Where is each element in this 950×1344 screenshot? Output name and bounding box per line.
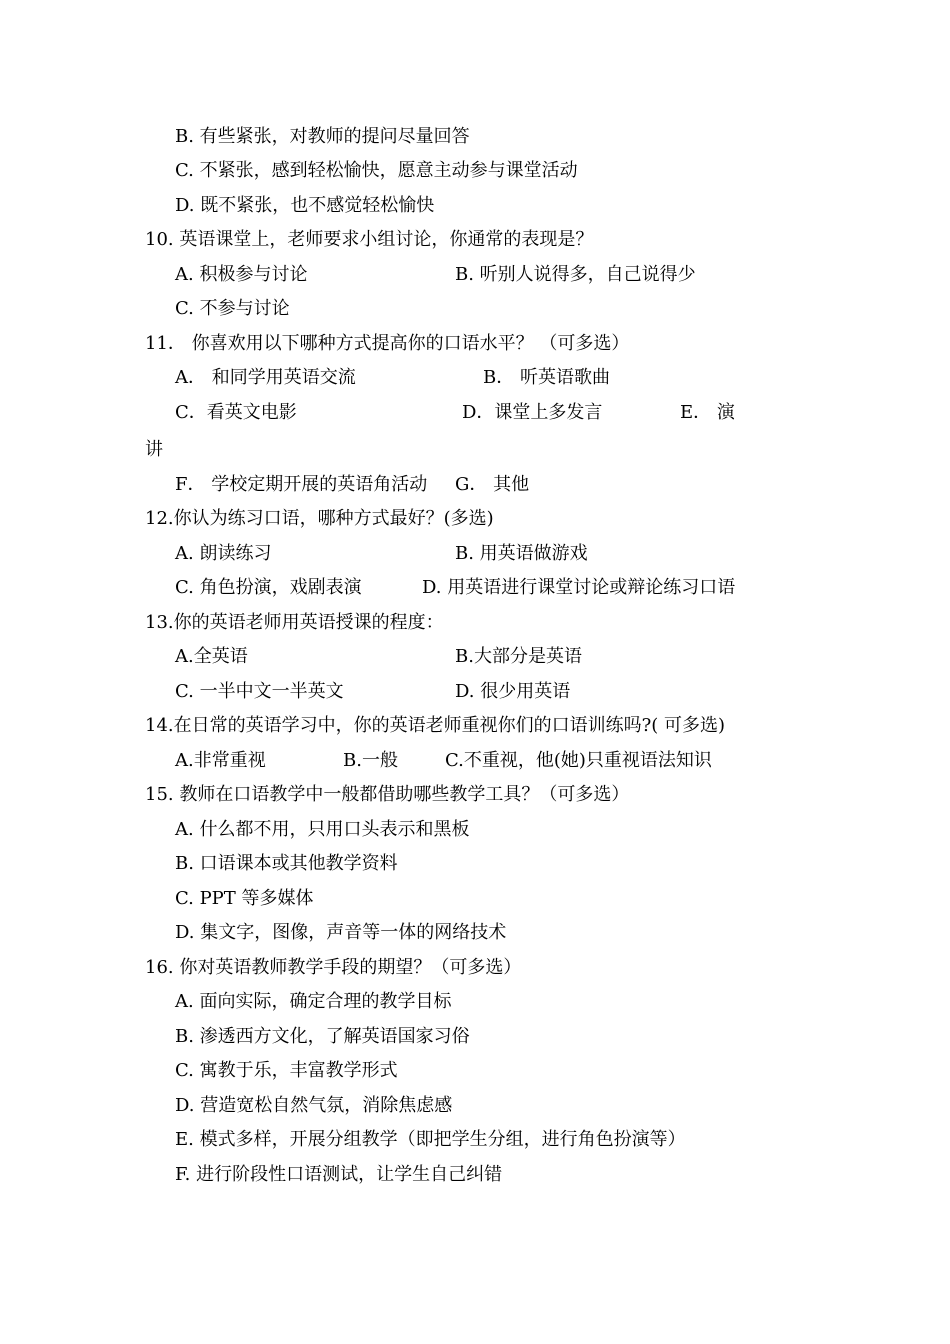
option-11g: G． 其他 bbox=[455, 474, 530, 495]
option-13a: A.全英语 bbox=[175, 646, 248, 667]
option-13d: D. 很少用英语 bbox=[455, 681, 571, 702]
option-16a: A. 面向实际，确定合理的教学目标 bbox=[175, 991, 452, 1012]
option-11a: A． 和同学用英语交流 bbox=[175, 367, 356, 388]
question-15: 15. 教师在口语教学中一般都借助哪些教学工具？（可多选） bbox=[145, 784, 630, 805]
option-12a: A. 朗读练习 bbox=[175, 543, 272, 564]
option-11d: D．课堂上多发言 bbox=[462, 402, 603, 423]
option-13b: B.大部分是英语 bbox=[455, 646, 582, 667]
option-12b: B. 用英语做游戏 bbox=[455, 543, 588, 564]
option-15b: B. 口语课本或其他教学资料 bbox=[175, 853, 398, 874]
question-11: 11． 你喜欢用以下哪种方式提高你的口语水平？ （可多选） bbox=[145, 333, 630, 354]
option-11e-wrap: 讲 bbox=[145, 439, 163, 460]
option-10b: B. 听别人说得多，自己说得少 bbox=[455, 264, 696, 285]
option-9d: D. 既不紧张，也不感觉轻松愉快 bbox=[175, 195, 435, 216]
option-15c: C. PPT 等多媒体 bbox=[175, 888, 314, 909]
option-14c: C.不重视，他(她)只重视语法知识 bbox=[445, 750, 712, 771]
option-9c: C. 不紧张，感到轻松愉快，愿意主动参与课堂活动 bbox=[175, 160, 578, 181]
question-13: 13.你的英语老师用英语授课的程度： bbox=[145, 612, 444, 633]
option-11c: C．看英文电影 bbox=[175, 402, 297, 423]
option-13c: C. 一半中文一半英文 bbox=[175, 681, 344, 702]
option-14b: B.一般 bbox=[343, 750, 398, 771]
option-16c: C. 寓教于乐，丰富教学形式 bbox=[175, 1060, 398, 1081]
option-11b: B． 听英语歌曲 bbox=[483, 367, 610, 388]
option-16e: E. 模式多样，开展分组教学（即把学生分组，进行角色扮演等） bbox=[175, 1129, 686, 1150]
option-10a: A. 积极参与讨论 bbox=[175, 264, 308, 285]
option-15a: A. 什么都不用，只用口头表示和黑板 bbox=[175, 819, 470, 840]
option-15d: D. 集文字，图像，声音等一体的网络技术 bbox=[175, 922, 507, 943]
option-12c: C. 角色扮演，戏剧表演 bbox=[175, 577, 362, 598]
question-14: 14.在日常的英语学习中，你的英语老师重视你们的口语训练吗?( 可多选) bbox=[145, 715, 726, 736]
option-16d: D. 营造宽松自然气氛，消除焦虑感 bbox=[175, 1095, 453, 1116]
option-16b: B. 渗透西方文化，了解英语国家习俗 bbox=[175, 1026, 470, 1047]
option-10c: C. 不参与讨论 bbox=[175, 298, 290, 319]
option-14a: A.非常重视 bbox=[175, 750, 266, 771]
option-11e: E． 演 bbox=[680, 402, 735, 423]
question-10: 10. 英语课堂上，老师要求小组讨论，你通常的表现是？ bbox=[145, 229, 594, 250]
question-16: 16. 你对英语教师教学手段的期望？（可多选） bbox=[145, 957, 522, 978]
option-9b: B. 有些紧张，对教师的提问尽量回答 bbox=[175, 126, 470, 147]
option-16f: F. 进行阶段性口语测试，让学生自己纠错 bbox=[175, 1164, 503, 1185]
option-12d: D. 用英语进行课堂讨论或辩论练习口语 bbox=[422, 577, 736, 598]
question-12: 12.你认为练习口语，哪种方式最好？(多选) bbox=[145, 508, 494, 529]
option-11f: F． 学校定期开展的英语角活动 bbox=[175, 474, 428, 495]
